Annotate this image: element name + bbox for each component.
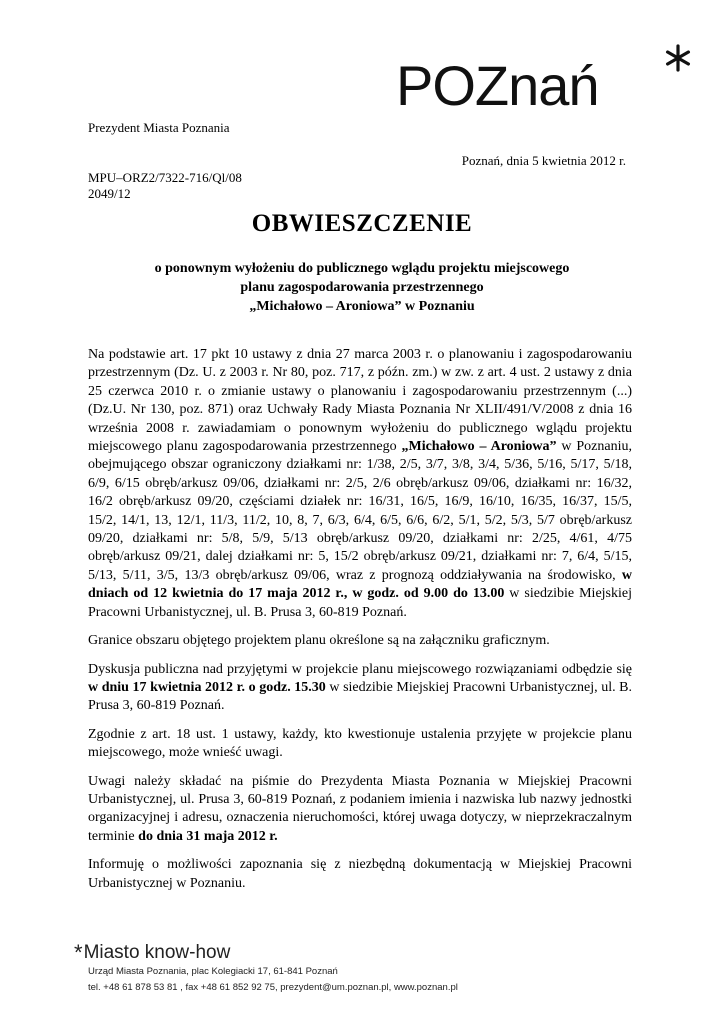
brand-slogan: Miasto know-how: [83, 942, 231, 963]
subtitle-line: planu zagospodarowania przestrzennego: [240, 280, 484, 295]
announcement-body: [88, 346, 632, 903]
paragraph-boundaries: Granice obszaru objętego projektem planu określone są na załączniku graficznym.: [88, 633, 550, 649]
paragraph-comments-submission: [88, 773, 632, 847]
document-date: Poznań, dnia 5 kwietnia 2012 r.: [461, 153, 626, 168]
poznan-logo: [396, 44, 696, 124]
asterisk-icon: [664, 44, 692, 72]
text-run: Na podstawie art. 17 pkt 10 ustawy z dnia 27 marca 2003 r. o planowaniu i zagospodarowaniu przestrzennym (Dz. U. z 2003 r. Nr 80, poz. 717, z późn. zm.) w zw. z art. 4 ust. 2 ustawy z dnia 25 czerwca 2010 r. o zmianie ustawy o planowaniu i zagospodarowaniu przestrzennym (...) (Dz.U. Nr 130, poz. 871) oraz Uchwały Rady Miasta Poznania Nr XLII/491/V/2008 z dnia 16 września 2008 r. zawiadamiam o ponownym wyłożeniu do publicznego wglądu projektu miejscowego planu zagospodarowania przestrzennego: [88, 347, 632, 455]
paragraph-documentation: Informuję o możliwości zapoznania się z niezbędną dokumentacją w Miejskiej Pracowni Urbanistycznej w Poznaniu.: [88, 857, 632, 891]
logo-wordmark: POZnań: [396, 54, 599, 117]
document-subtitle: [88, 259, 636, 316]
plan-name: „Michałowo – Aroniowa”: [401, 439, 557, 455]
reference-numbers: [88, 170, 242, 202]
text-run: w siedzibie Miejskiej Pracowni Urbanistycznej, ul. B. Prusa 3, 60-819 Poznań.: [88, 679, 633, 714]
reference-number: MPU–ORZ2/7322-716/Ql/08: [88, 170, 242, 185]
discussion-date: w dniu 17 kwietnia 2012 r. o godz. 15.30: [88, 679, 326, 695]
document-title: OBWIESZCZENIE: [251, 210, 473, 237]
exhibition-dates: w dniach od 12 kwietnia do 17 maja 2012 r., w godz. od 9.00 do 13.00: [88, 567, 632, 602]
text-run: Dyskusja publiczna nad przyjętymi w projekcie planu miejscowego rozwiązaniami odbędzie się: [88, 661, 632, 677]
issuer-name: Prezydent Miasta Poznania: [88, 120, 230, 135]
text-run: w Poznaniu, obejmującego obszar ograniczony działkami nr: 1/38, 2/5, 3/7, 3/8, 3/4, 5/36, 5/16, 5/17, 5/18, 6/9, 6/15 obręb/arkusz 09/06, działkami nr: 2/5, 2/6 obręb/arkusz 09/06, działkami nr: 16/32, 16/2 obręb/arkusz 09/20, częściami działek nr: 16/31, 16/5, 16/9, 16/10, 16/35, 16/37, 15/5, 15/2, 14/1, 13, 12/1, 11/3, 11/2, 10, 8, 7, 6/3, 6/4, 6/5, 6/6, 6/2, 5/1, 5/2, 5/3, 5/7 obręb/arkusz 09/20, działkami nr: 5/8, 5/9, 5/13 obręb/arkusz 09/20, działkami nr: 2/25, 4/61, 4/75 obręb/arkusz 09/21, dalej działkami nr: 5, 15/2 obręb/arkusz 09/21, działkami nr: 7, 6/4, 5/15, 5/13, 5/11, 3/5, 13/3 obręb/arkusz 09/06, wraz z prognozą oddziaływania na środowisko,: [88, 439, 632, 583]
subtitle-line: „Michałowo – Aroniowa” w Poznaniu: [249, 299, 475, 314]
deadline-date: do dnia 31 maja 2012 r.: [138, 828, 278, 844]
footer-brand: [74, 940, 230, 966]
paragraph-public-discussion: [88, 661, 632, 716]
text-run: w siedzibie Miejskiej Pracowni Urbanistycznej, ul. B. Prusa 3, 60-819 Poznań.: [88, 586, 632, 620]
paragraph-legal-basis: [88, 346, 632, 622]
text-run: Uwagi należy składać na piśmie do Prezydenta Miasta Poznania w Miejskiej Pracowni Urbanistycznej, ul. Prusa 3, 60-819 Poznań, z podaniem imienia i nazwiska lub nazwy jednostki organizacyjnej i adresu, oznaczenia nieruchomości, której uwaga dotyczy, w nieprzekraczalnym terminie: [88, 773, 632, 844]
footer-address: Urząd Miasta Poznania, plac Kolegiacki 17, 61-841 Poznań: [88, 966, 338, 977]
subtitle-line: o ponownym wyłożeniu do publicznego wglądu projektu miejscowego: [154, 261, 570, 276]
footer-contact: tel. +48 61 878 53 81 , fax +48 61 852 92 75, prezydent@um.poznan.pl, www.poznan.pl: [88, 982, 458, 993]
paragraph-objections: Zgodnie z art. 18 ust. 1 ustawy, każdy, kto kwestionuje ustalenia przyjęte w projekcie planu miejscowego, może wnieść uwagi.: [88, 726, 632, 761]
asterisk-icon: *: [74, 940, 83, 965]
reference-number: 2049/12: [88, 186, 131, 201]
